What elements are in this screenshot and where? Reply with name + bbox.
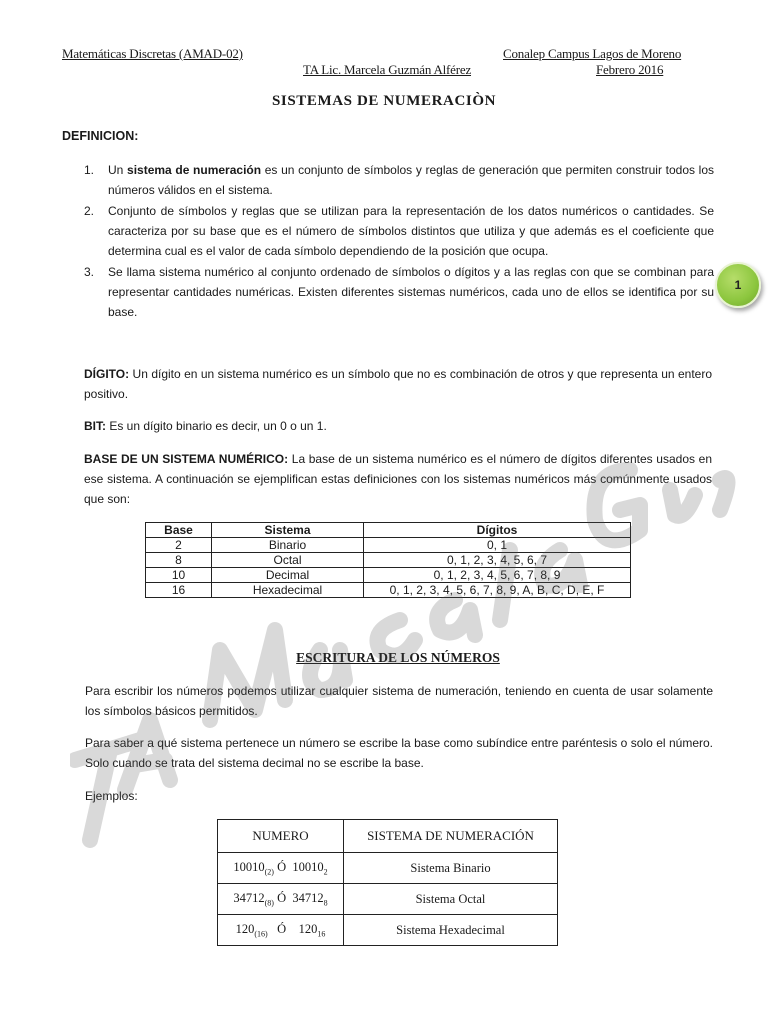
table-cell: 10 <box>146 568 212 583</box>
number-cell <box>218 884 344 915</box>
item-number: 2. <box>84 204 95 218</box>
table-cell: 16 <box>146 583 212 598</box>
document-date: Febrero 2016 <box>596 62 664 77</box>
definition-list <box>84 160 714 323</box>
escritura-paragraph-1: Para escribir los números podemos utilizar cualquier sistema de numeración, teniendo en cuenta de usar solamente los símbolos básicos permitidos. <box>85 684 713 718</box>
table-row <box>146 568 631 583</box>
digito-text: Un dígito en un sistema numérico es un símbolo que no es combinación de otros y que representa un entero positivo. <box>84 367 712 401</box>
item-text: Conjunto de símbolos y reglas que se utilizan para la representación de los datos numéricos o cantidades. Se caracteriza por su base que es el número de símbolos distintos que utiliza y que además es el coeficiente que determina cual es el valor de cada símbolo dependiendo de la posición que ocupa. <box>108 204 714 258</box>
base-subscript: 2 <box>323 867 328 877</box>
list-item <box>84 160 714 200</box>
watermark-signature <box>70 320 768 880</box>
table-cell: Binario <box>212 538 364 553</box>
table-cell: Octal <box>212 553 364 568</box>
system-cell: Sistema Octal <box>344 884 558 915</box>
or-separator: Ó <box>277 890 287 905</box>
bit-label: BIT: <box>84 419 106 433</box>
bit-definition <box>84 416 712 436</box>
number-value: 34712 <box>292 890 324 905</box>
system-cell: Sistema Hexadecimal <box>344 915 558 946</box>
escritura-paragraph-2: Para saber a qué sistema pertenece un número se escribe la base como subíndice entre paréntesis o solo el número. Solo cuando se trata del sistema decimal no se escribe la base. <box>85 736 713 770</box>
digito-definition <box>84 364 712 404</box>
table-cell: 8 <box>146 553 212 568</box>
item-prefix: Un <box>108 163 128 177</box>
base-subscript: 16 <box>317 929 326 939</box>
page-title: SISTEMAS DE NUMERACIÒN <box>271 93 497 109</box>
item-text: es un conjunto de símbolos y reglas de generación que permiten construir todos los números válidos en el sistema. <box>108 163 714 197</box>
base-subscript: 8 <box>323 898 328 908</box>
system-cell: Sistema Binario <box>344 853 558 884</box>
table-row <box>146 538 631 553</box>
bit-text: Es un dígito binario es decir, un 0 o un 1. <box>106 419 327 433</box>
table-cell: 0, 1, 2, 3, 4, 5, 6, 7, 8, 9, A, B, C, D, E, F <box>364 583 631 598</box>
column-header: SISTEMA DE NUMERACIÓN <box>344 820 558 853</box>
column-header: Dígitos <box>364 523 631 538</box>
page-number-badge: 1 <box>715 262 761 308</box>
base-subscript: (2) <box>264 867 274 877</box>
or-separator: Ó <box>277 921 287 936</box>
number-cell <box>218 853 344 884</box>
number-value: 120 <box>298 921 318 936</box>
item-text: Se llama sistema numérico al conjunto ordenado de símbolos o dígitos y a las reglas con que se combinan para representar cantidades numéricas. Existen diferentes sistemas numéricos, cada uno de ellos se identifica por su base. <box>108 265 714 319</box>
base-subscript: (8) <box>264 898 274 908</box>
teacher-name: TA Lic. Marcela Guzmán Alférez <box>303 62 472 77</box>
ejemplos-label: Ejemplos: <box>85 789 138 803</box>
list-item <box>84 262 714 322</box>
number-value: 10010 <box>233 859 265 874</box>
item-number: 1. <box>84 163 95 177</box>
list-item <box>84 201 714 261</box>
number-value: 120 <box>235 921 255 936</box>
base-definition <box>84 449 712 509</box>
examples-table <box>217 819 558 946</box>
item-number: 3. <box>84 265 95 279</box>
table-cell: 0, 1, 2, 3, 4, 5, 6, 7 <box>364 553 631 568</box>
escritura-title: ESCRITURA DE LOS NÚMEROS <box>296 650 500 665</box>
table-cell: 0, 1, 2, 3, 4, 5, 6, 7, 8, 9 <box>364 568 631 583</box>
course-name: Matemáticas Discretas (AMAD-02) <box>62 46 243 61</box>
definicion-label: DEFINICION: <box>62 129 139 143</box>
item-bold-term: sistema de numeración <box>127 163 262 177</box>
table-header-row <box>146 523 631 538</box>
table-row <box>218 915 558 946</box>
base-text: La base de un sistema numérico es el número de dígitos diferentes usados en ese sistema. A continuación se ejemplifican estas definiciones con los sistemas numéricos más comúnmente usados que son: <box>84 452 712 506</box>
table-cell: Hexadecimal <box>212 583 364 598</box>
table-row <box>146 583 631 598</box>
table-row <box>146 553 631 568</box>
campus-name: Conalep Campus Lagos de Moreno <box>503 46 682 61</box>
column-header: Base <box>146 523 212 538</box>
or-separator: Ó <box>277 859 287 874</box>
table-cell: 0, 1 <box>364 538 631 553</box>
table-header-row <box>218 820 558 853</box>
table-cell: 2 <box>146 538 212 553</box>
table-row <box>218 884 558 915</box>
column-header: Sistema <box>212 523 364 538</box>
number-value: 34712 <box>233 890 265 905</box>
number-cell <box>218 915 344 946</box>
digito-label: DÍGITO: <box>84 367 130 381</box>
base-label: BASE DE UN SISTEMA NUMÉRICO: <box>84 452 289 466</box>
table-cell: Decimal <box>212 568 364 583</box>
table-row <box>218 853 558 884</box>
column-header: NUMERO <box>218 820 344 853</box>
number-systems-table <box>145 522 631 598</box>
base-subscript: (16) <box>254 929 268 939</box>
number-value: 10010 <box>292 859 324 874</box>
